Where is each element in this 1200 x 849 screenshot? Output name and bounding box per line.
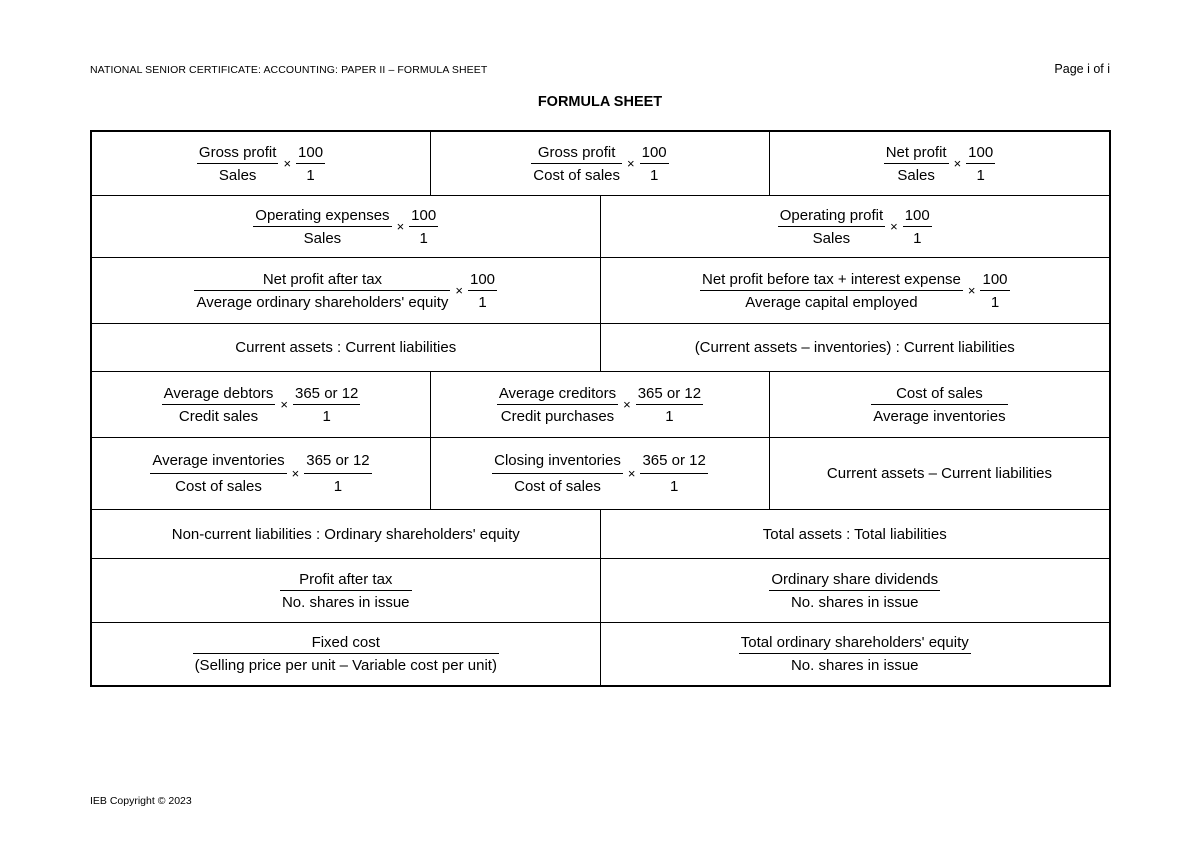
- times-sign: ×: [396, 219, 405, 234]
- formula-break-even-point: [92, 623, 601, 685]
- formula-row: [92, 559, 1109, 623]
- formula-net-asset-value-per-share: [601, 623, 1110, 685]
- fraction: $\frac{\text{Average inventories}}{\text{Cost of sales}}$: [152, 451, 285, 495]
- formula-creditors-payment-period: [431, 372, 770, 437]
- formula-row: [92, 372, 1109, 438]
- times-sign: ×: [627, 156, 635, 171]
- formula-row: [92, 132, 1109, 196]
- formula-table: [90, 130, 1111, 687]
- formula-dividends-per-share: [601, 559, 1110, 622]
- multiplier-fraction: $\frac{100}{1}$: [411, 206, 437, 247]
- formula-gross-profit-on-cost-of-sales: [431, 132, 770, 195]
- formula-acid-test-ratio: (Current assets – inventories) : Current liabilities: [694, 339, 1015, 356]
- multiplier-fraction: $\frac{365 or 12}{1}$: [642, 451, 706, 495]
- formula-row: [92, 258, 1109, 324]
- fraction: $\frac{\text{Fixed cost}}{\text{(Selling price per unit – Variable cost per unit)}}$: [194, 634, 497, 674]
- fraction: $\frac{\text{Operating profit}}{\text{Sales}}$: [779, 206, 884, 247]
- fraction: $\frac{\text{Total ordinary shareholders' equity}}{\text{No. shares in issue}}$: [740, 634, 969, 674]
- multiplier-fraction: $\frac{100}{1}$: [904, 206, 930, 247]
- fraction: $\frac{\text{Net profit after tax}}{\text{Average ordinary shareholders' equity}}$: [196, 270, 449, 311]
- multiplier-fraction: $\frac{100}{1}$: [641, 143, 667, 184]
- header-paper-title: NATIONAL SENIOR CERTIFICATE: ACCOUNTING: PAPER II – FORMULA SHEET: [90, 64, 488, 76]
- times-sign: ×: [967, 283, 976, 298]
- multiplier-fraction: $\frac{100}{1}$: [982, 270, 1008, 311]
- times-sign: ×: [283, 156, 292, 171]
- times-sign: ×: [627, 466, 636, 481]
- multiplier-fraction: $\frac{100}{1}$: [968, 143, 994, 184]
- formula-row: [92, 510, 1109, 559]
- fraction: $\frac{\text{Net profit before tax + interest expense}}{\text{Average capital employed}}$: [701, 270, 961, 311]
- fraction: $\frac{\text{Cost of sales}}{\text{Average inventories}}$: [873, 384, 1006, 425]
- fraction: $\frac{\text{Gross profit}}{\text{Cost of sales}}$: [533, 143, 621, 184]
- formula-solvency-ratio: Total assets : Total liabilities: [762, 525, 947, 543]
- multiplier-fraction: $\frac{365 or 12}{1}$: [637, 384, 702, 425]
- fraction: $\frac{\text{Closing inventories}}{\text{Cost of sales}}$: [494, 451, 621, 495]
- formula-current-ratio: Current assets : Current liabilities: [92, 324, 601, 371]
- multiplier-fraction: $\frac{365 or 12}{1}$: [295, 384, 359, 425]
- page-number: Page i of i: [1054, 62, 1110, 76]
- times-sign: ×: [291, 466, 300, 481]
- times-sign: ×: [953, 156, 962, 171]
- page-title: FORMULA SHEET: [537, 94, 663, 110]
- formula-debt-equity-ratio: Non-current liabilities : Ordinary shareholders' equity: [92, 510, 601, 558]
- formula-net-profit-on-sales: [770, 132, 1109, 195]
- formula-row: [92, 623, 1109, 685]
- times-sign: ×: [890, 219, 898, 234]
- fraction: $\frac{\text{Gross profit}}{\text{Sales}}$: [198, 143, 277, 184]
- multiplier-fraction: $\frac{100}{1}$: [469, 270, 496, 311]
- formula-operating-expenses-on-sales: [92, 196, 601, 257]
- formula-debtors-collection-period: [92, 372, 431, 437]
- formula-stock-turnover-rate: [770, 372, 1109, 437]
- multiplier-fraction: $\frac{100}{1}$: [298, 143, 324, 184]
- fraction: $\frac{\text{Ordinary share dividends}}{\text{No. shares in issue}}$: [771, 570, 939, 611]
- formula-row: [92, 324, 1109, 372]
- fraction: $\frac{\text{Operating expenses}}{\text{Sales}}$: [255, 206, 390, 247]
- formula-row: [92, 196, 1109, 258]
- formula-gross-profit-on-sales: [92, 132, 431, 195]
- formula-stock-holding-period-average: [92, 438, 431, 509]
- formula-earnings-per-share: [92, 559, 601, 622]
- times-sign: ×: [280, 397, 288, 412]
- formula-return-on-equity: [92, 258, 601, 323]
- copyright-footer: IEB Copyright © 2023: [90, 795, 192, 807]
- fraction: $\frac{\text{Net profit}}{\text{Sales}}$: [885, 143, 947, 184]
- formula-return-on-capital-employed: [601, 258, 1110, 323]
- formula-row: [92, 438, 1109, 510]
- formula-operating-profit-on-sales: [601, 196, 1110, 257]
- fraction: $\frac{\text{Profit after tax}}{\text{No. shares in issue}}$: [281, 570, 410, 611]
- fraction: $\frac{\text{Average creditors}}{\text{Credit purchases}}$: [498, 384, 617, 425]
- fraction: $\frac{\text{Average debtors}}{\text{Credit sales}}$: [163, 384, 274, 425]
- times-sign: ×: [455, 283, 463, 298]
- formula-stock-holding-period-closing: [431, 438, 770, 509]
- multiplier-fraction: $\frac{365 or 12}{1}$: [306, 451, 370, 495]
- formula-working-capital: Current assets – Current liabilities: [826, 465, 1052, 482]
- times-sign: ×: [623, 397, 631, 412]
